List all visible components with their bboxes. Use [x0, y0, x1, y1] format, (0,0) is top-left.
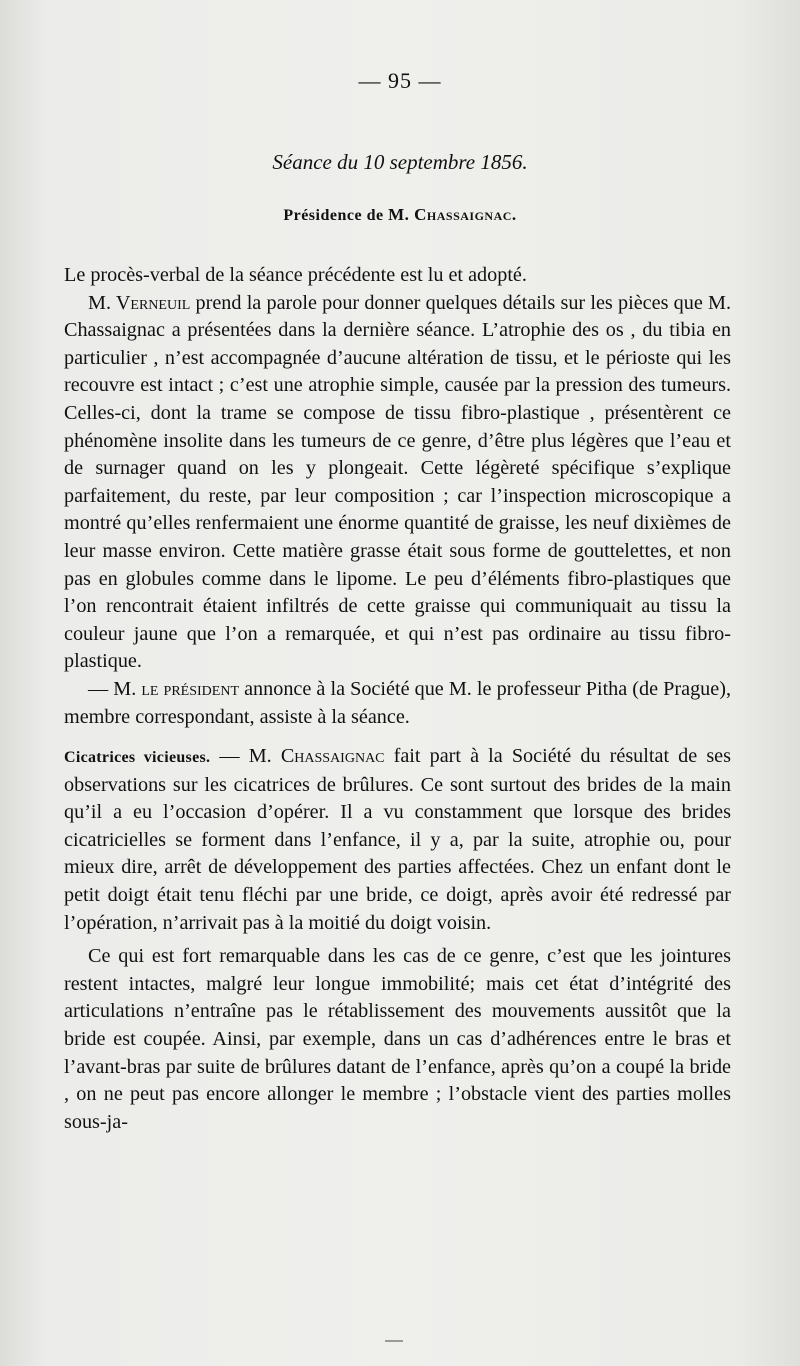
paragraph-remarkable: Ce qui est fort remarquable dans les cas de ce genre, c’est que les jointures restent intactes, malgré leur longue immobilité; mais cet état d’intégrité des articulations n’entraîne pas le rétablissement des mouvements aussitôt que la bride est coupée. Ainsi, par exemple, dans un cas d’adhérences entre le bras et l’avant-bras par suite de brûlures datant de l’enfance, après qu’on a coupé la bride , on ne peut pas encore allonger le membre ; l’obstacle vient des parties molles sous-ja-	[64, 945, 731, 1133]
footer-mark	[385, 1340, 403, 1342]
paragraph-verneuil	[64, 290, 731, 676]
paragraph-verneuil-text: prend la parole pour donner quelques détails sur les pièces que M. Chassaignac a présentées dans la dernière séance. L’atrophie des os , du tibia en particulier , n’est accompagnée d’aucune altération de tissu, et le périoste qui les recouvre est intact ; c’est une atrophie simple, causée par la pression des tumeurs. Celles-ci, dont la trame se compose de tissu fibro-plastique , présentèrent ce phénomène insolite dans les tumeurs de ce genre, d’être plus légères que l’eau et de surnager quand on les y plongeait. Cette légèreté spécifique s’explique parfaitement, du reste, par leur composition ; car l’inspection microscopique a montré qu’elles renfermaient une énorme quantité de graisse, les neuf dixièmes de leur masse environ. Cette matière grasse était sous forme de gouttelettes, et non pas en globules comme dans le lipome. Le peu d’éléments fibro-plastiques que l’on rencontrait étaient infiltrés de cette graisse qui communiquait au tissu la couleur jaune que l’on a remarquée, et qui n’est pas ordinaire au tissu fibro-plastique.	[64, 291, 732, 673]
speaker-verneuil: M. Verneuil	[88, 291, 191, 314]
rubric-cicatrices: Cicatrices vicieuses.	[64, 749, 211, 767]
president-name: M. Chassaignac.	[388, 205, 517, 224]
paragraph-president	[64, 676, 731, 731]
presidence-heading	[0, 205, 800, 225]
paragraph-president-prefix: — M.	[88, 677, 142, 700]
speaker-chassaignac: Chassaignac	[280, 745, 385, 768]
presidence-prefix: Présidence de	[283, 207, 389, 224]
session-heading: Séance du 10 septembre 1856.	[272, 150, 528, 174]
page-number: — 95 —	[358, 68, 442, 93]
paragraph-cicatrices	[64, 743, 731, 937]
body-text	[64, 262, 731, 1136]
rubric-dash: — M.	[210, 745, 281, 768]
speaker-president: le président	[141, 677, 239, 700]
paragraph-minutes: Le procès-verbal de la séance précédente est lu et adopté.	[64, 264, 527, 286]
paragraph-cicatrices-text: fait part à la Société du résultat de ses observations sur les cicatrices de brûlures. Ce sont surtout des brides de la main qu’il a eu l’occasion d’opérer. Il a vu constamment que lorsque des brides cicatricielles se forment dans l’enfance, il y a, par la suite, atrophie ou, pour mieux dire, arrêt de développement des parties affectées. Chez un enfant dont le petit doigt était tenu fléchi par une bride, ce doigt, après avoir été redressé par l’opération, n’arrivait pas à la moitié du doigt voisin.	[64, 745, 731, 934]
paragraph-president-text: annonce à la Société que M. le professeur Pitha (de Prague), membre correspondant, assiste à la séance.	[64, 677, 731, 728]
